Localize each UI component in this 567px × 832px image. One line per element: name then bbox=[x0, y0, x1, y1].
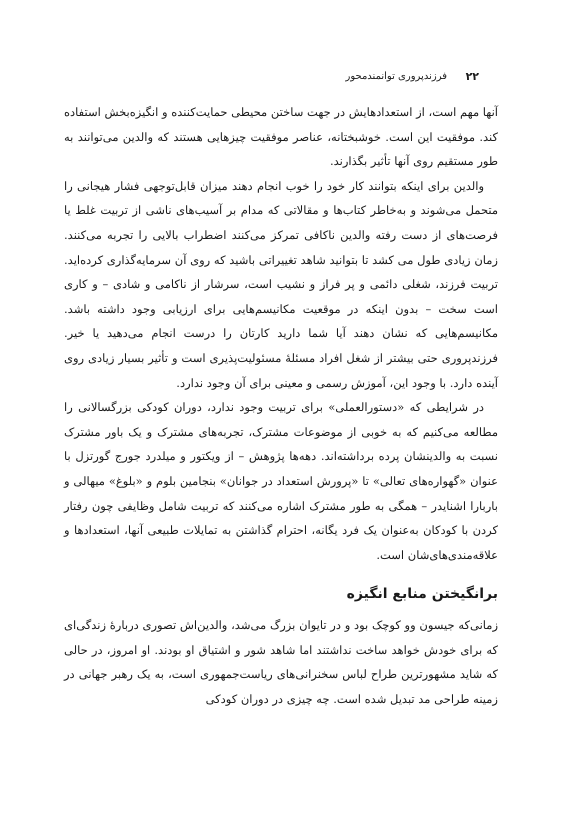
page-number: ۲۲ bbox=[465, 70, 479, 83]
paragraph-4: زمانی‌که جیسون وو کوچک بود و در تایوان بزرگ می‌شد، والدین‌اش تصوری دربارهٔ زندگی‌ای که برای خودش خواهد ساخت نداشتند اما شاهد شور و اشتیاق او بودند. او امروز، در حالی که شاید مشهورترین طراح لباس سخنرانی‌های ریاست‌جمهوری است، به یک رهبر جهانی در زمینه طراحی مد تبدیل شده است. چه چیزی در دوران کودکی bbox=[64, 618, 498, 707]
body-text bbox=[64, 100, 498, 712]
running-title: فرزندپروری توانمندمحور bbox=[345, 71, 447, 82]
paragraph-1: آنها مهم است، از استعدادهایش در جهت ساختن محیطی حمایت‌کننده و انگیزه‌بخش استفاده کند. موفقیت این است. خوشبختانه، عناصر موفقیت چیزهایی هستند که والدین می‌توانند به طور مستقیم روی آنها تأثیر بگذارند. bbox=[64, 105, 498, 169]
section-heading: برانگیختن منابع انگیزه bbox=[346, 586, 498, 603]
paragraph-2: والدین برای اینکه بتوانند کار خود را خوب انجام دهند میزان قابل‌توجهی فشار هیجانی را متحمل می‌شوند و به‌خاطر کتاب‌ها و مقالاتی که مدام بر آسیب‌های ناشی از تربیت غلط یا فرصت‌های از دست رفته والدین ناکافی تمرکز می‌کنند اضطراب بالایی را تجربه می‌کنند. زمان زیادی طول می‌ کشد تا بتوانید شاهد تغییراتی باشید که روی آن سرمایه‌گذاری کرده‌اید. تربیت فرزند، شغلی دائمی و پر فراز و نشیب است، سرشار از ناکامی و شادی – و کاری است سخت – بدون اینکه در موقعیت مکانیسم‌هایی برای ارزیابی وجود داشته باشد. مکانیسم‌هایی که نشان دهند آیا شما دارید کارتان را درست انجام می‌دهید یا خیر. فرزندپروری حتی بیشتر از شغل افراد مسئلهٔ مسئولیت‌پذیری است و تأثیر بسیار زیادی روی آینده دارد. با وجود این، آموزش رسمی و معینی برای آن وجود ندارد. bbox=[64, 178, 498, 390]
paragraph-3: در شرایطی که «دستورالعملی» برای تربیت وجود ندارد، دوران کودکی بزرگسالانی را مطالعه می‌کنیم که به خوبی از موضوعات مشترک، تجربه‌های مشترک و یک باور مشترک نسبت به والدینشان پرده برداشته‌اند. دهه‌ها پژوهش – از ویکتور و میلدرد جورج گورتزل با عنوان «گهواره‌های تعالی» تا «پرورش استعداد در جوانان» بنجامین بلوم و «بلوغ» میهالی و باربارا اشنایدر – همگی به طور مشترک اشاره می‌کنند که تربیت شامل وظایفی چون رفتار کردن با کودکان به‌عنوان یک فرد یگانه، احترام گذاشتن به تمایلات طبیعی آنها، استعدادها و علاقه‌مندی‌های‌شان است. bbox=[64, 400, 498, 562]
page-header bbox=[88, 70, 479, 88]
